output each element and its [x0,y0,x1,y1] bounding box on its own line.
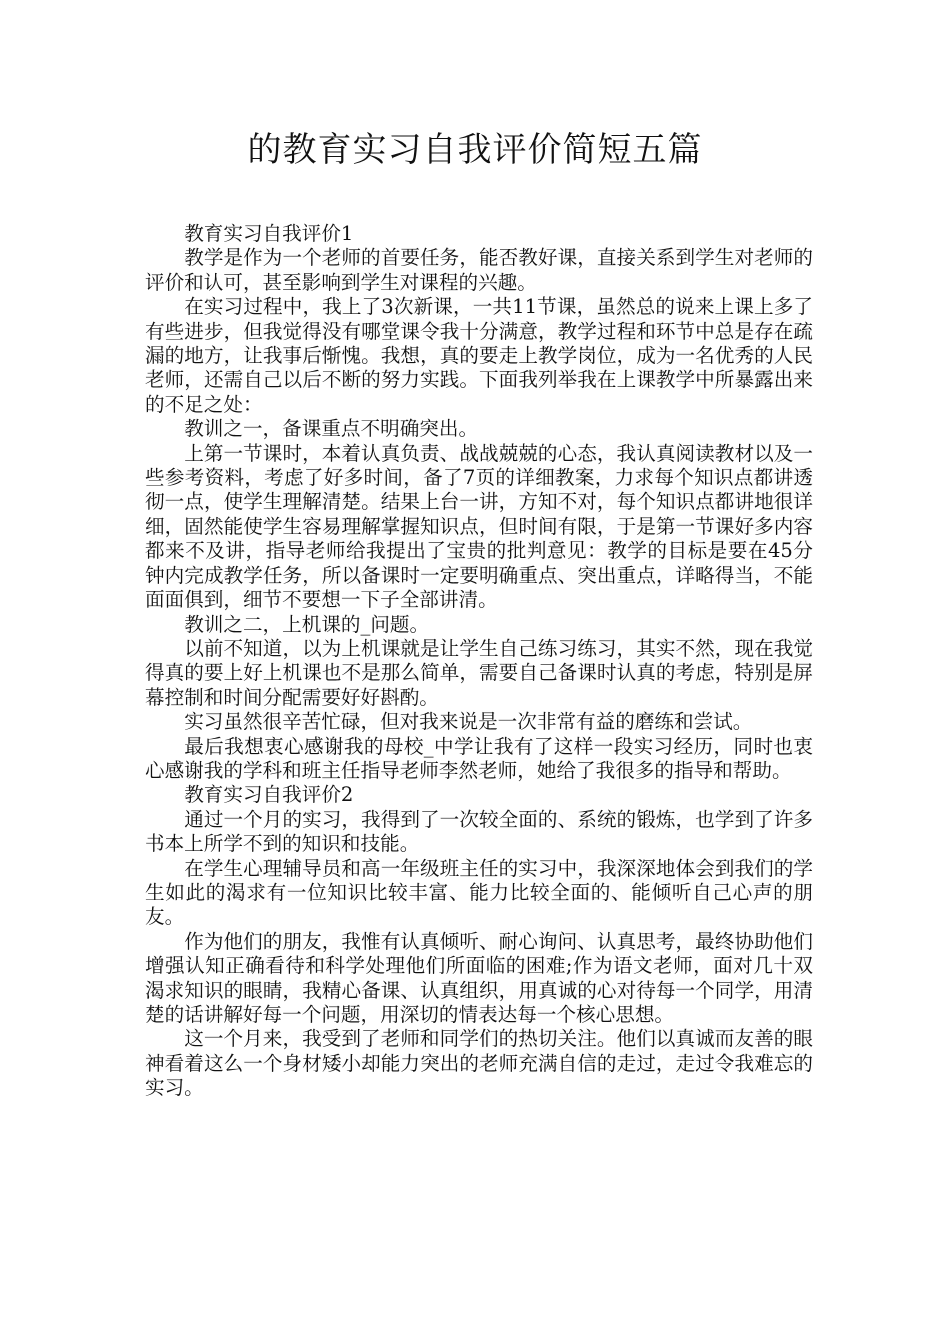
paragraph: 实习虽然很辛苦忙碌，但对我来说是一次非常有益的磨练和尝试。 [184,710,753,734]
document-body [145,222,813,1101]
paragraph: 这一个月来，我受到了老师和同学们的热切关注。他们以真诚而友善的眼神看着这么一个身材矮小却能力突出的老师充满自信的走过，走过令我难忘的实习。 [145,1027,813,1100]
paragraph: 在学生心理辅导员和高一年级班主任的实习中，我深深地体会到我们的学生如此的渴求有一位知识比较丰富、能力比较全面的、能倾听自己心声的朋友。 [145,856,813,929]
paragraph: 在实习过程中，我上了3次新课，一共11节课，虽然总的说来上课上多了有些进步，但我觉得没有哪堂课令我十分满意，教学过程和环节中总是存在疏漏的地方，让我事后惭愧。我想，真的要走上教学岗位，成为一名优秀的人民老师，还需自己以后不断的努力实践。下面我列举我在上课教学中所暴露出来的不足之处： [145,295,813,416]
paragraph: 以前不知道，以为上机课就是让学生自己练习练习，其实不然，现在我觉得真的要上好上机课也不是那么简单，需要自己备课时认真的考虑，特别是屏幕控制和时间分配需要好好斟酌。 [145,636,813,709]
paragraph: 上第一节课时，本着认真负责、战战兢兢的心态，我认真阅读教材以及一些参考资料，考虑了好多时间，备了7页的详细教案，力求每个知识点都讲透彻一点，使学生理解清楚。结果上台一讲，方知不对，每个知识点都讲地很详细，固然能使学生容易理解掌握知识点，但时间有限，于是第一节课好多内容都来不及讲，指导老师给我提出了宝贵的批判意见：教学的目标是要在45分钟内完成教学任务，所以备课时一定要明确重点、突出重点，详略得当，不能面面俱到，细节不要想一下子全部讲清。 [145,441,813,612]
paragraph: 教学是作为一个老师的首要任务，能否教好课，直接关系到学生对老师的评价和认可，甚至影响到学生对课程的兴趣。 [145,246,813,294]
paragraph: 最后我想衷心感谢我的母校_中学让我有了这样一段实习经历，同时也衷心感谢我的学科和班主任指导老师李然老师，她给了我很多的指导和帮助。 [145,734,813,782]
paragraph-heading-1: 教育实习自我评价1 [184,222,354,245]
document-title: 的教育实习自我评价简短五篇 [247,130,703,170]
paragraph-lesson-1: 教训之一，备课重点不明确突出。 [184,417,479,441]
paragraph: 作为他们的朋友，我惟有认真倾听、耐心询问、认真思考，最终协助他们增强认知正确看待和科学处理他们所面临的困难;作为语文老师，面对几十双渴求知识的眼睛，我精心备课、认真组织，用真诚的心对待每一个同学，用清楚的话讲解好每一个问题，用深切的情表达每一个核心思想。 [145,929,813,1026]
paragraph-heading-2: 教育实习自我评价2 [184,783,354,807]
paragraph: 通过一个月的实习，我得到了一次较全面的、系统的锻炼，也学到了许多书本上所学不到的知识和技能。 [145,807,813,856]
paragraph-lesson-2: 教训之二，上机课的_问题。 [184,612,430,636]
